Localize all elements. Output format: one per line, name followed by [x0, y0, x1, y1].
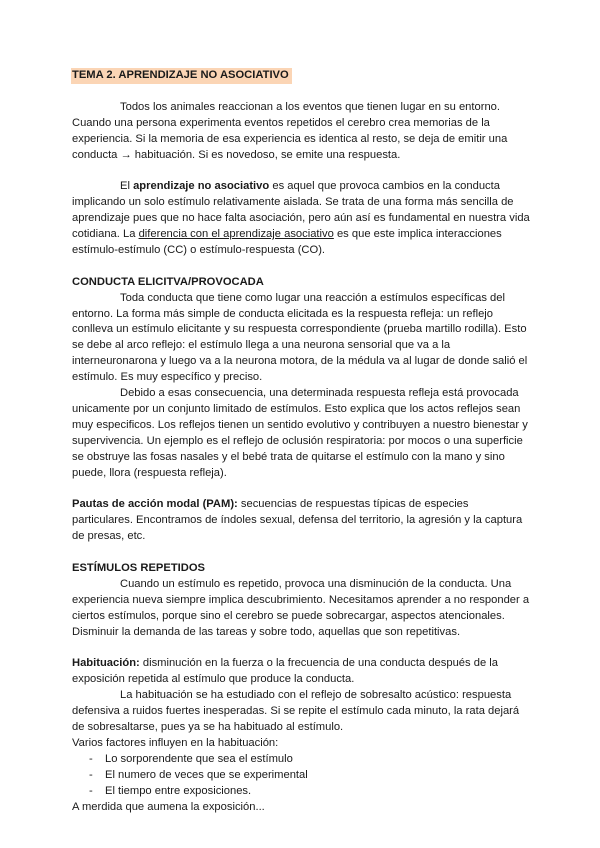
pam-term: Pautas de acción modal (PAM):: [72, 498, 238, 511]
section-heading-conducta: CONDUCTA ELICITVA/PROVOCADA: [72, 275, 264, 288]
habituation-definition: Habituación: disminución en la fuerza o la frecuencia de una conducta después de la exposición repetida al estímulo que produce la conducta.: [72, 657, 498, 686]
definition-underlined: diferencia con el aprendizaje asociativo: [138, 228, 334, 241]
dash-bullet: -: [89, 768, 93, 781]
list-item: - El numero de veces que se experimental: [89, 768, 530, 784]
estimulos-paragraph: Cuando un estímulo es repetido, provoca una disminución de la conducta. Una experiencia nueva siempre implica descubrimiento. Necesitamos aprender a no responder a ciertos estímulos, porque sino el cerebro se puede sobrecargar, aspectos atencionales. Disminuir la demanda de las tareas y sobre todo, aquellas que son repetitivas.: [72, 577, 530, 638]
factors-list: [72, 752, 530, 800]
conducta-paragraph-1: Toda conducta que tiene como lugar una reacción a estímulos específicas del entorno. La forma más simple de conducta elicitada es la respuesta refleja: un reflejo conlleva un estímulo elicitante y su respuesta correspondiente (prueba martillo rodilla). Esto se debe al arco reflejo: el estímulo llega a una neurona sensorial que va a la interneuronarona y luego va a la neurona motora, de la médula va al lugar de donde salió el estímulo. Es muy específico y preciso.: [72, 291, 528, 384]
list-item: - El tiempo entre exposiciones.: [89, 784, 530, 800]
habituation-paragraph: La habituación se ha estudiado con el reflejo de sobresalto acústico: respuesta defensiva a ruidos fuertes inesperadas. Si se repite el estímulo cada minuto, la rata dejará de sobresaltarse, pues ya se ha habituado al estímulo.: [72, 689, 520, 734]
dash-bullet: -: [89, 784, 93, 797]
definition-paragraph: El aprendizaje no asociativo es aquel que provoca cambios en la conducta implicando un solo estímulo relativamente aislada. Se trata de una forma más sencilla de aprendizaje pues que no hace falta asociación, pero aún así es fundamental en nuestra vida cotidiana. La diferencia con el aprendizaje asociativo es que este implica interacciones estímulo-estímulo (CC) o estímulo-respuesta (CO).: [72, 180, 530, 256]
conducta-paragraph-2: Debido a esas consecuencia, una determinada respuesta refleja está provocada unicamente por un conjunto limitado de estímulos. Esto explica que los actos reflejos sean muy especificos. Los reflejos tienen un sentido evolutivo y contribuyen a nuestro bienestar y supervivencia. Un ejemplo es el reflejo de oclusión respiratoria: por mocos o una superficie se obstruye las fosas nasales y el bebé trata de quitarse el estímulo con la mano y sino puede, llora (respuesta refleja).: [72, 387, 528, 479]
list-item: - Lo sorporendente que sea el estímulo: [89, 752, 530, 768]
definition-term: aprendizaje no asociativo: [133, 180, 270, 193]
intro-paragraph: Todos los animales reaccionan a los eventos que tienen lugar en su entorno. Cuando una persona experimenta eventos repetidos el cerebro crea memorias de la experiencia. Si la memoria de esa experiencia es identica al resto, se deja de emitir una conducta → habituación. Si es novedoso, se emite una respuesta.: [72, 100, 508, 161]
section-heading-estimulos: ESTÍMULOS REPETIDOS: [72, 562, 206, 575]
document-title: TEMA 2. APRENDIZAJE NO ASOCIATIVO: [71, 68, 292, 84]
closing-line: A merdida que aumena la exposición...: [72, 800, 265, 813]
document-body: [72, 68, 530, 816]
factors-intro: Varios factores influyen en la habituación:: [72, 736, 279, 749]
habituation-term: Habituación:: [72, 657, 140, 670]
document-title-line: [72, 68, 530, 84]
dash-bullet: -: [89, 752, 93, 765]
pam-paragraph: Pautas de acción modal (PAM): secuencias de respuestas típicas de especies particulares. Encontramos de índoles sexual, defensa del territorio, la agresión y la captura de presas, etc.: [72, 498, 523, 543]
